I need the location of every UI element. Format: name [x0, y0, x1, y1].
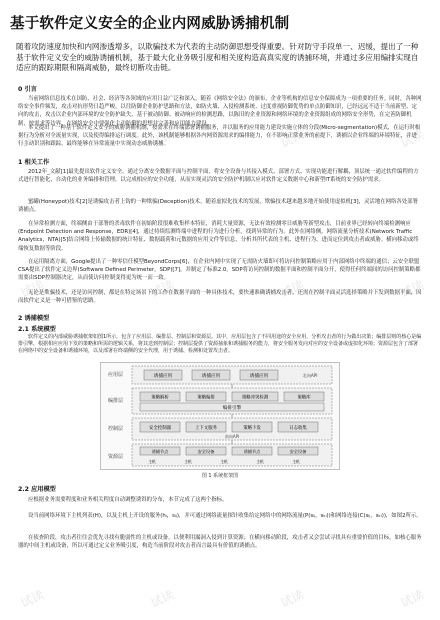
- watermark: 试读: [148, 127, 177, 151]
- watermark: 试读: [278, 587, 307, 611]
- watermark: 试读: [398, 127, 427, 151]
- watermark: 试读: [148, 277, 177, 301]
- ctrl-box-label-2: 上下文服务: [195, 426, 217, 431]
- section-heading-model: 2 诱捕模型: [18, 315, 50, 322]
- res-box-label-3: 诱捕节点: [243, 449, 261, 454]
- related-paragraph-2: [18, 198, 422, 214]
- host-label-3: 主机: [220, 459, 228, 464]
- orch-box-label-4: 策略库: [297, 395, 311, 401]
- ctrl-box-label-3: 策略下发: [243, 426, 261, 431]
- layer-label-ctrl: 控制层: [108, 426, 124, 432]
- res-box-label-1: 诱捕节点: [151, 449, 169, 454]
- model-paragraph-1: 软件定义的内部威胁诱捕框架如图1所示，包含了应用层、编排层、控制层和资源层。其中，应用层包含了不同用途的安全应用，分析攻击者的行为做出决策；编排层则的核心是编排引擎，根据相应应用下发的策略和所需的逻辑关系，将其送到控制层；控制层提供了资源抽象和诱捕服务的能力，将安全服务发向对应的安全设备或虚拟化环境；资源层包含了部署在网络中的安全设备和诱捕环境，以及部署在终端侧的安全代理，用于诱捕、检测和处置攻击者。: [18, 334, 422, 355]
- watermark: 试读: [148, 587, 177, 611]
- related-paragraph-2-text: 蜜罐(Honeypot)技术[2]是诱骗攻击者上钩的一种欺骗(Deception)技术，随着虚拟化技术的发展，欺骗技术越来越多地开始使用虚拟机[3]，灵活地在网络各处部署诱捕点。: [18, 199, 418, 214]
- subsection-heading-system: 2.1 系统模型: [18, 326, 56, 333]
- ctrl-box-label-4: 日志收集: [289, 426, 307, 431]
- orch-box-label-2: 策略编排: [197, 395, 215, 401]
- orch-box-label-3: 策略冲突检测: [241, 395, 269, 401]
- host-label-5: 主机: [292, 459, 300, 464]
- model-paragraph-4: 在侦查阶段，攻击者往往会优先寻找有脆弱性的主机或设备，以便利用漏洞入侵到计算资源；在横向移动阶段，攻击者又会尝试寻找具有重要价值的目标，如核心服务器的中间主机或设备，所以可通过定义业务吸引度，构造当前阶段对攻击者而言最具有价值的诱捕点。: [18, 535, 422, 550]
- intro-paragraph-1: 当前网络信息技术在国防、社会、经济等各领域的应用日益广泛和深入，随着《网络安全法》的颁布，企业等机构的信息安全保障成为一项重要的任务。同时，各种网络安全事件频发，攻击对抗形势日趋严峻。以往防御企业防护思路和方法，如防火墙、入侵检测系统、过度重视防御优势的单点防御知识，已经远远不适于当前新型、定向的攻击，攻击以企业内部环境的安全防护缺失、基于被动防御、被动响应的检测思路，以陈旧的企业资源和网络环境的企业资源组成的网络安全形势，在完善防御机制，按需求等边界，在网络安全中要强化主动防御的思想并完善和应用能力建设。: [18, 96, 422, 127]
- orch-engine-label: 编排引擎: [222, 406, 242, 411]
- model-paragraph-2: 应根据业务需要程度和业务相关程度自动调整诱饵的分布，本节完成了这两个指标。: [28, 497, 228, 503]
- host-label-2: 主机: [184, 459, 192, 464]
- watermark: 试读: [398, 277, 427, 301]
- related-paragraph-1: 2012年_文献[1]最先提出软件定义安全，通过分离安全数据平面与控制平面，将安全设备与其接入模式、部署方式、实现功能进行解耦，顶层统一通过软件编程的方式进行智能化、自动化的业务编排和管理，以完成相应的安全功能，从而实现灵活的安全防护机制以应对软件定义数据中心和新型IT系统的安全防护需求。: [18, 169, 419, 184]
- watermark: 试读: [278, 127, 307, 151]
- intro-paragraph-2: 本文提出了一种基于软件定义安全的威胁诱捕机制，按需求在终端部署诱捕服务，并以服务的应用能力建设实施立体的分段(Micro-segmentation)模式，在运行时根据行为分析对全流量实现，以及使得编排运行调度。此外，该机制能够根据各内网资源需求的编排能力，在不影响正常业务的前提下，诱捕以企业终端的环境特征，并进行主动识别和跟踪，最终能够在异常流量中实现动态威胁诱捕。: [18, 125, 421, 148]
- ctrl-api-label: 南向API: [224, 434, 240, 439]
- related-paragraph-3: 在异常检测方面，终端侧由于部署的杀毒软件在初始阶段很难收集样本特征，消耗大量资源，无法有效检测零日威胁等新型攻击，目前业界已经转向终端检测响应(Endpoint Detection and Response，EDR)[4]，通过持续监测终端中进程的行为进行分析，找到异常的行为。此外在网络侧，网络流量分析技术(Network Traffic Analytics，NTA)[5]结合网络上传输数据的统计特征、数据载荷和元数据的应用文件等信息，分析其所代表的主机、进程行为，进而定位到攻击者或威胁。横向移动或终端恢复数据等阶段。: [18, 221, 419, 252]
- layer-label-app: 应用层: [108, 372, 124, 378]
- watermark: 试读: [18, 587, 47, 611]
- layer-label-orch: 编排层: [108, 398, 124, 404]
- res-box-label-4: 安全设备: [289, 449, 307, 454]
- abstract: 随着攻防速度加快和内网渗透增多，以欺骗技术为代表的主动防御思想受得重要。针对防守手段单一、迟缓，提出了一种基于软件定义安全的威胁诱捕机制，基于最大化业务吸引度和相关度构造高真实度的诱捕环境，并通过多应用编排实现自适应的跟踪期限和隔离威胁，最终切断攻击链。: [16, 42, 419, 73]
- watermark: 试读: [18, 277, 47, 301]
- res-box-label-2: 安全设备: [197, 449, 215, 454]
- related-paragraph-4: 在运用隔离方面，Google提出了一种零信任模型BeyondCorps[6]，在企业内网中实现了无需防火墙即可将访问控制策略应用于内部网络中终端的通信；云安全联盟CSA提出了软件定义边界(Software Defined Perimeter，SDP)[7]，并制定了标准2.0。SDP将访问控制的数据平面和控制平面分开，使得任何终端间的访问控制策略都需要由SDP控制器决定，从而使访问控制变得更为统一而一致。: [18, 259, 421, 282]
- section-heading-related: 1 相关工作: [18, 159, 50, 166]
- app-box-label-3: 诱捕应用: [249, 374, 269, 379]
- orch-box-label-1: 策略解析: [151, 395, 169, 401]
- ctrl-box-label-1: 安全控制器: [149, 426, 171, 431]
- watermark: 试读: [18, 127, 47, 151]
- app-box-label-1: 诱捕应用: [153, 374, 173, 379]
- related-paragraph-5: 无论是欺骗技术，还是访问控制，都是在特定场景下的工作在数据平面的一种具体技术，要快速准确诱捕攻击者，还需在控制平面灵活选择策略并下发到数据平面，因而软件定义是一种可借鉴的思路。: [18, 290, 422, 305]
- system-framework-figure: [100, 362, 340, 470]
- watermark: 试读: [278, 277, 307, 301]
- section-heading-intro: 0 引言: [18, 86, 37, 93]
- watermark: 试读: [398, 587, 427, 611]
- model-paragraph-3: 设当前网络环境下主机列表(H)，以及主机上开设的服务(hᵢ，sᵢⱼ)，并可通过网络流量探针收集给定网络中的网络流量(P(sᵢⱼ，sₖₗ))和网络连接(C(sᵢⱼ，sₖₗ))，如图2所示。: [28, 513, 422, 519]
- host-label-4: 主机: [256, 459, 264, 464]
- app-box-label-2: 诱捕应用: [201, 374, 221, 379]
- host-label-1: 主机: [148, 459, 156, 464]
- figure-caption: 图 1 系统框架图: [201, 473, 239, 479]
- app-api-label: 北向API: [302, 373, 318, 378]
- document-title: 基于软件定义安全的企业内网威胁诱捕机制: [10, 16, 290, 32]
- layer-label-res: 资源层: [108, 454, 124, 460]
- subsection-heading-application: 2.2 应用模型: [18, 486, 56, 493]
